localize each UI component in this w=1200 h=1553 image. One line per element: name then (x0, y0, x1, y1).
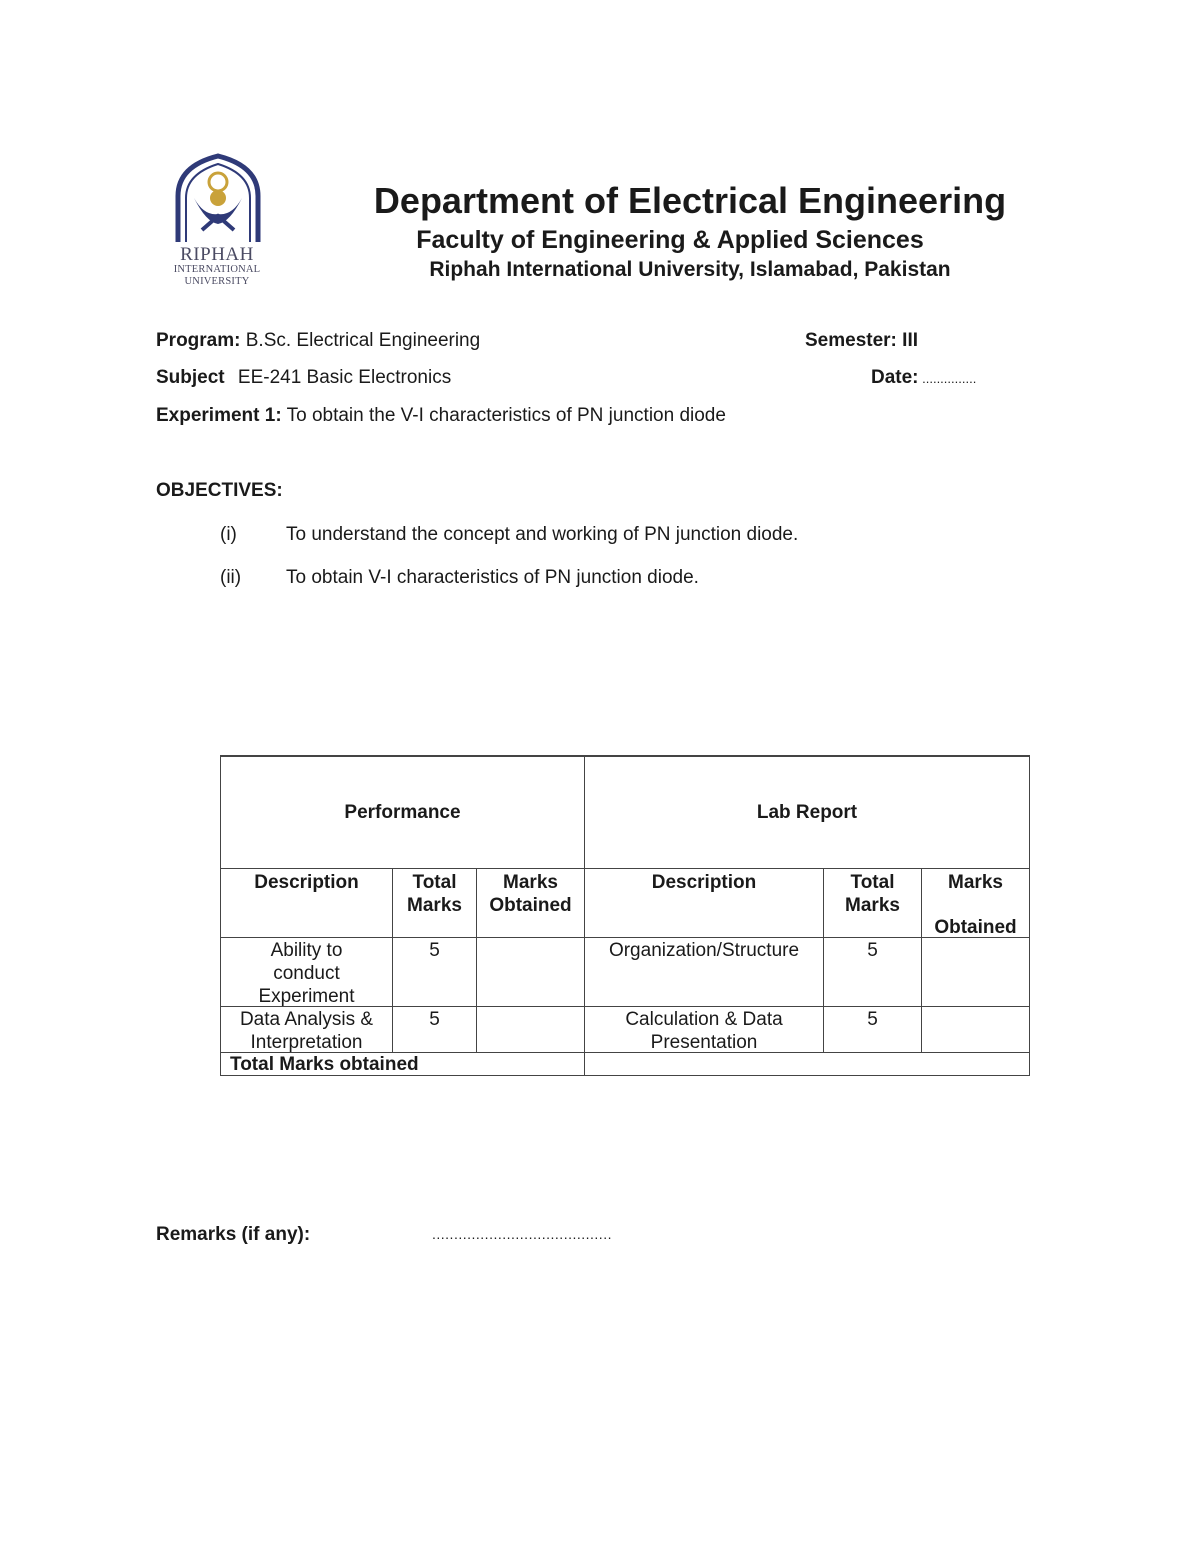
row-description (221, 1008, 392, 1054)
objective-number: (i) (220, 524, 237, 545)
row-description-line: Ability to (270, 940, 343, 961)
column-header-total: Marks (845, 895, 900, 916)
total-marks-label: Total Marks obtained (230, 1054, 419, 1075)
institution-name: Riphah International University, Islamabad, Pakistan (429, 258, 951, 281)
university-logo (158, 152, 276, 292)
department-title: Department of Electrical Engineering (373, 180, 1007, 221)
row-total-marks: 5 (867, 940, 878, 961)
subject-value: EE-241 Basic Electronics (237, 367, 452, 388)
performance-header: Performance (344, 802, 461, 823)
row-description-line: Calculation & Data (625, 1009, 783, 1030)
objectives-title: OBJECTIVES: (156, 480, 283, 501)
table-rule (921, 868, 922, 1053)
row-total-marks: 5 (867, 1009, 878, 1030)
date-line (871, 367, 976, 389)
program-value: B.Sc. Electrical Engineering (240, 330, 481, 351)
row-description-line: Interpretation (250, 1032, 363, 1053)
date-value: ............... (918, 371, 977, 386)
experiment-label: Experiment 1: (156, 405, 282, 426)
subject-line (156, 367, 451, 389)
row-description (585, 1008, 823, 1054)
logo-subname-2: UNIVERSITY (184, 276, 250, 287)
table-border (1029, 755, 1030, 1076)
remarks-label: Remarks (if any): (156, 1224, 311, 1245)
table-rule (220, 868, 1030, 869)
column-header-description: Description (254, 872, 359, 893)
row-description: Organization/Structure (608, 940, 800, 961)
row-description (221, 939, 392, 1008)
column-header-total: Marks (407, 895, 462, 916)
subject-label: Subject (156, 367, 225, 388)
row-total-marks: 5 (429, 1009, 440, 1030)
date-label: Date: (871, 367, 919, 388)
experiment-value: To obtain the V-I characteristics of PN junction diode (281, 405, 726, 426)
column-header-marks-obtained: Obtained (934, 917, 1017, 938)
logo-subname: INTERNATIONAL (173, 264, 261, 275)
column-header-description: Description (651, 872, 757, 893)
lab-report-header: Lab Report (756, 802, 858, 823)
column-header-total: Total (412, 872, 457, 893)
logo-name: RIPHAH (180, 244, 254, 265)
experiment-line (156, 405, 726, 427)
column-header-marks-obtained: Marks (948, 872, 1003, 893)
row-description-line: Experiment (258, 986, 355, 1007)
row-description-line: conduct (273, 963, 340, 984)
semester-label: Semester: III (805, 330, 918, 351)
remarks-line: ......................................... (432, 1226, 612, 1242)
faculty-subtitle: Faculty of Engineering & Applied Sciences (416, 226, 924, 254)
program-line (156, 330, 480, 352)
objective-text: To understand the concept and working of PN junction diode. (286, 524, 799, 545)
row-description-line: Presentation (650, 1032, 758, 1053)
column-header-total: Total (850, 872, 895, 893)
row-description-line: Data Analysis & (239, 1009, 374, 1030)
row-total-marks: 5 (429, 940, 440, 961)
objective-number: (ii) (220, 567, 242, 588)
objective-text: To obtain V-I characteristics of PN junction diode. (286, 567, 699, 588)
table-rule (220, 937, 1030, 938)
column-header-marks-obtained: Marks (503, 872, 558, 893)
program-label: Program: (156, 330, 241, 351)
riphah-emblem-icon (172, 152, 264, 244)
column-header-marks-obtained: Obtained (489, 895, 572, 916)
table-border (220, 755, 1030, 757)
